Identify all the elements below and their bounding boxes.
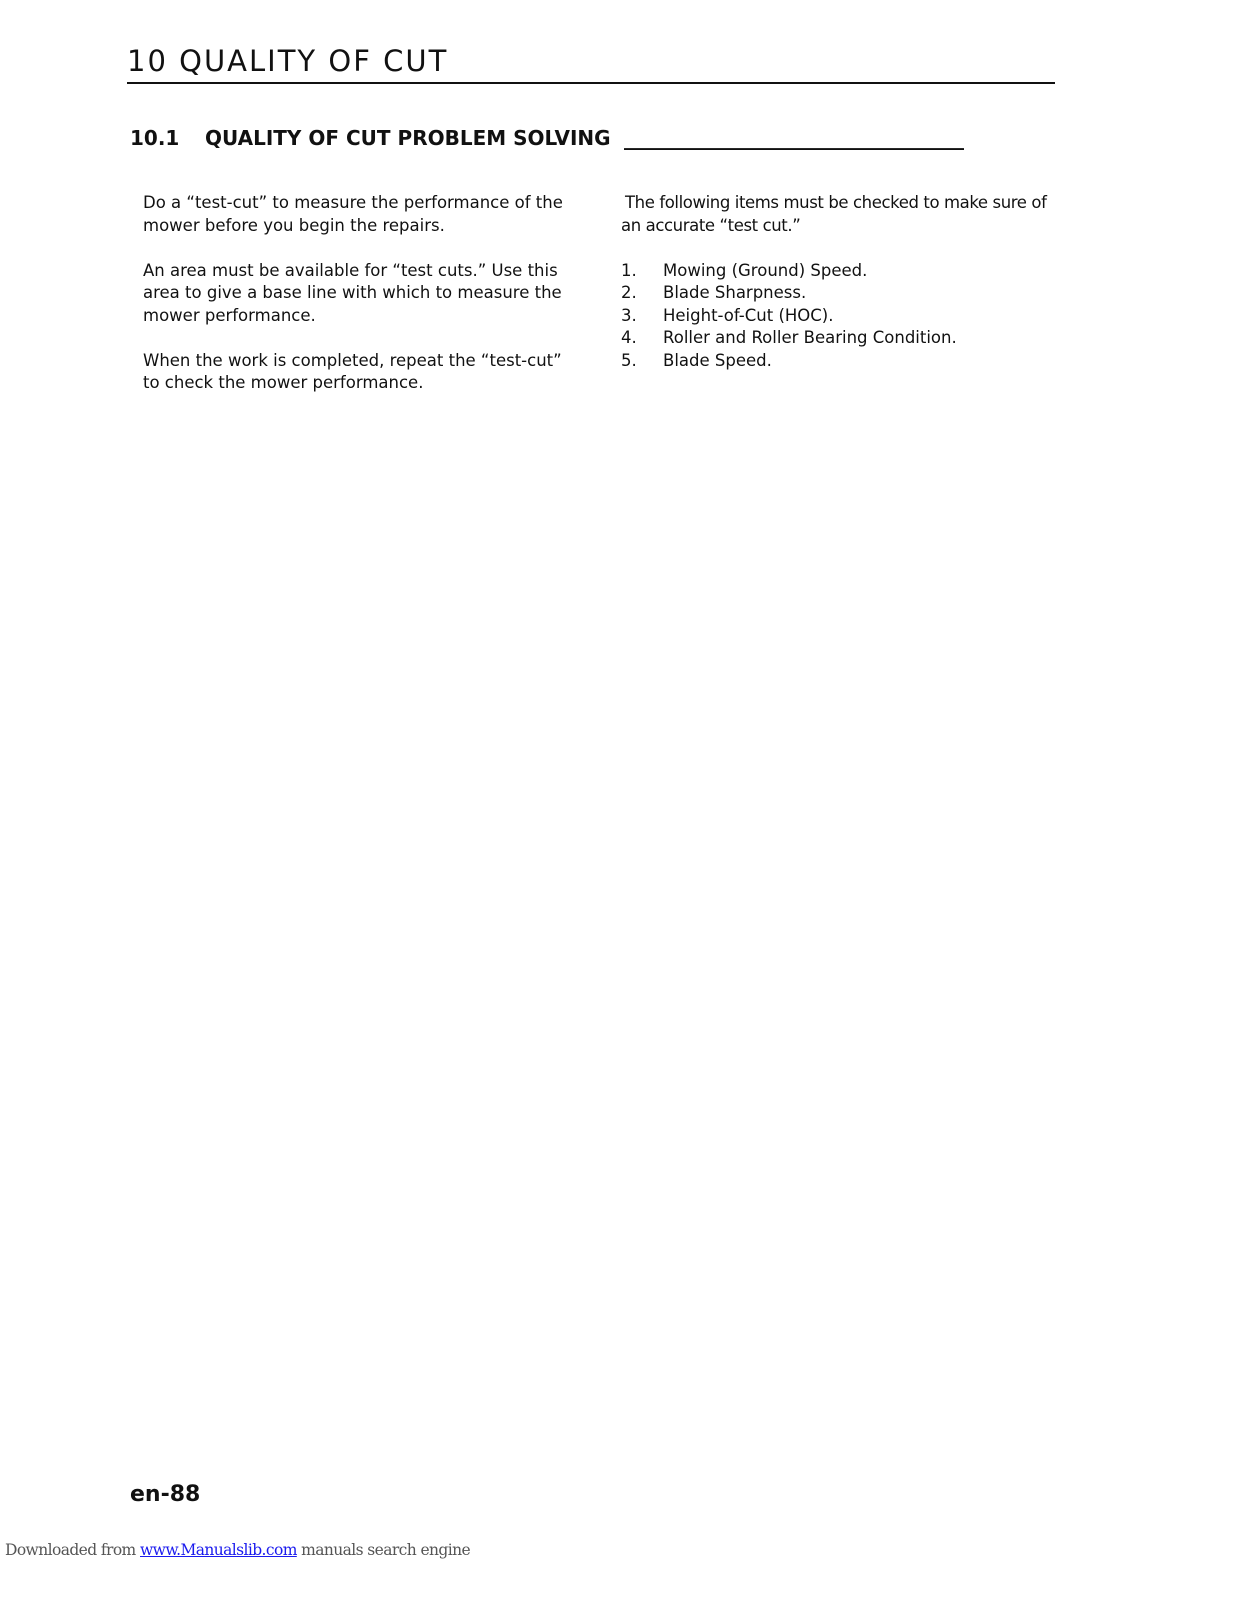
- page-number: en-88: [130, 1482, 201, 1507]
- list-item-number: 3.: [621, 305, 637, 325]
- list-item: [621, 282, 1061, 305]
- list-item-number: 4.: [621, 328, 637, 347]
- list-item: [621, 260, 1061, 283]
- checklist-intro: The following items must be checked to make sure of an accurate “test cut.”: [621, 193, 1047, 235]
- chapter-header: [127, 40, 1055, 84]
- footer-prefix: Downloaded from: [5, 1541, 140, 1559]
- list-item-text: Blade Speed.: [663, 350, 772, 370]
- list-item-text: Blade Sharpness.: [663, 283, 807, 302]
- section-heading: [130, 126, 1055, 156]
- list-item-number: 2.: [621, 283, 637, 302]
- list-item-text: Mowing (Ground) Speed.: [663, 260, 868, 280]
- chapter-title: 10 QUALITY OF CUT: [127, 44, 449, 78]
- checklist: [621, 260, 1061, 373]
- list-item-text: Roller and Roller Bearing Condition.: [663, 328, 957, 347]
- left-column: [143, 192, 583, 417]
- paragraph-test-cut: Do a “test-cut” to measure the performance of the mower before you begin the repairs.: [143, 193, 563, 235]
- section-rule: __________________________________: [624, 126, 964, 150]
- right-column: [621, 192, 1061, 372]
- paragraph-repeat-test: When the work is completed, repeat the “test-cut” to check the mower performance.: [143, 350, 562, 392]
- download-footer: [5, 1541, 470, 1559]
- list-item-number: 5.: [621, 350, 637, 370]
- manualslib-link[interactable]: www.Manualslib.com: [140, 1541, 297, 1559]
- list-item-number: 1.: [621, 260, 637, 280]
- list-item: [621, 305, 1061, 328]
- list-item: [621, 350, 1061, 373]
- paragraph-test-area: An area must be available for “test cuts.” Use this area to give a base line with which to measure the mower performance.: [143, 260, 562, 325]
- list-item: [621, 327, 1061, 350]
- section-title: QUALITY OF CUT PROBLEM SOLVING: [205, 126, 611, 150]
- section-number: 10.1: [130, 126, 180, 150]
- footer-suffix: manuals search engine: [296, 1541, 471, 1559]
- list-item-text: Height-of-Cut (HOC).: [663, 305, 834, 325]
